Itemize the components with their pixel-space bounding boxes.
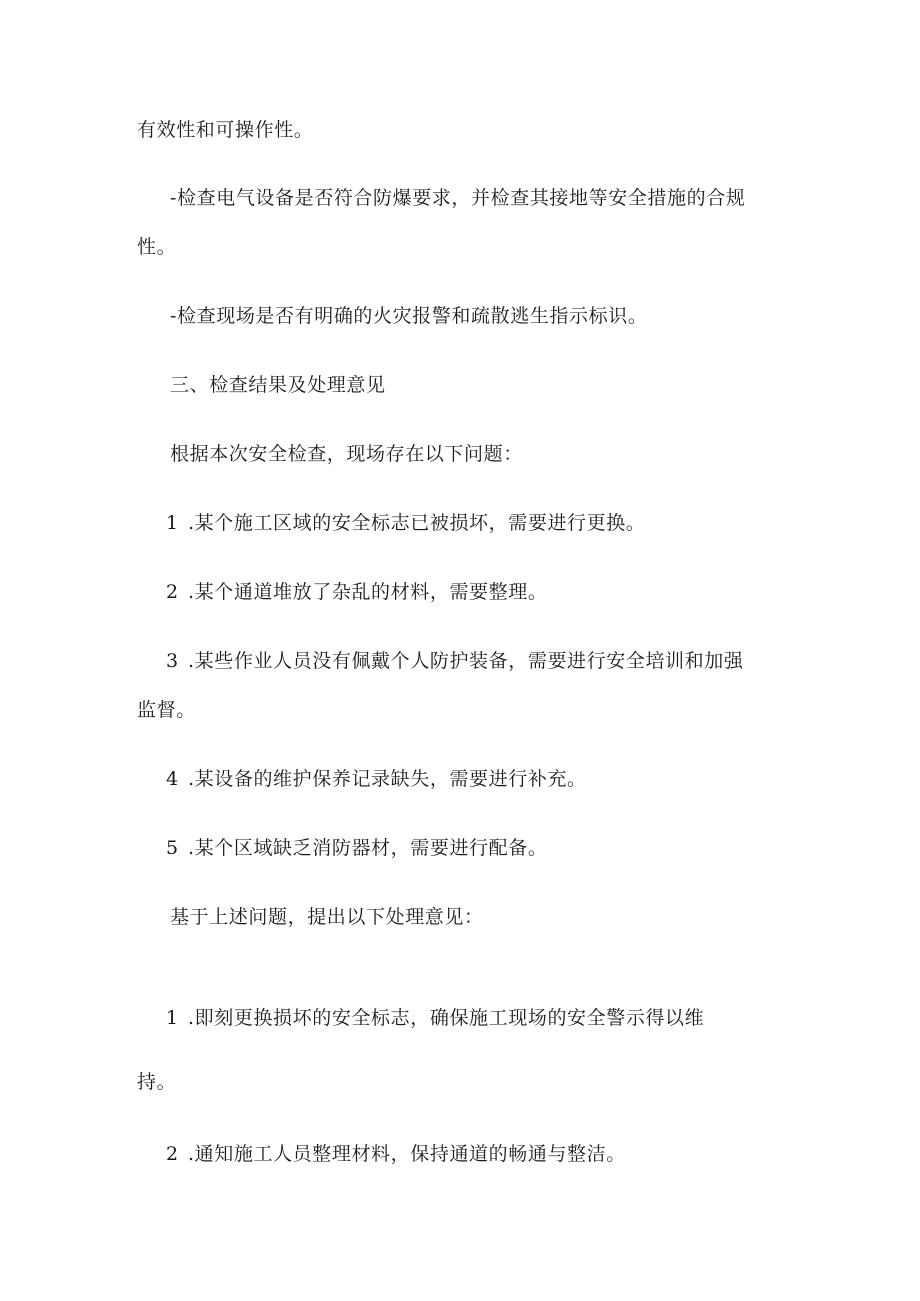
item-text: .某些作业人员没有佩戴个人防护装备，需要进行安全培训和加强: [188, 650, 744, 672]
check-item-electrical-cont: 性。: [137, 236, 177, 258]
item-text: .某设备的维护保养记录缺失，需要进行补充。: [188, 768, 587, 790]
item-text: .某个通道堆放了杂乱的材料，需要整理。: [188, 581, 548, 603]
problem-item-3: [166, 649, 743, 673]
item-number: 5: [166, 837, 179, 859]
problem-item-2: [166, 580, 547, 604]
item-number: 1: [166, 512, 179, 534]
section-heading: 三、检查结果及处理意见: [170, 374, 386, 396]
problem-item-3-cont: 监督。: [137, 699, 196, 721]
check-item-electrical: -检查电气设备是否符合防爆要求，并检查其接地等安全措施的合规: [170, 187, 746, 209]
item-text: .某个施工区域的安全标志已被损坏，需要进行更换。: [188, 512, 646, 534]
item-number: 4: [166, 768, 179, 790]
problem-item-4: [166, 767, 587, 791]
opinion-item-1-cont: 持。: [137, 1071, 177, 1093]
item-number: 1: [166, 1007, 179, 1029]
item-number: 2: [166, 1143, 179, 1165]
opinion-item-2: [166, 1142, 626, 1166]
problem-item-1: [166, 511, 645, 535]
problems-intro: 根据本次安全检查，现场存在以下问题：: [170, 443, 523, 465]
problem-item-5: [166, 836, 547, 860]
paragraph-continuation: 有效性和可操作性。: [137, 119, 314, 141]
opinions-intro: 基于上述问题，提出以下处理意见：: [170, 906, 484, 928]
item-number: 3: [166, 650, 179, 672]
opinion-item-1: [166, 1006, 704, 1030]
check-item-fire-signs: -检查现场是否有明确的火灾报警和疏散逃生指示标识。: [170, 305, 648, 327]
item-text: .某个区域缺乏消防器材，需要进行配备。: [188, 837, 548, 859]
item-text: .通知施工人员整理材料，保持通道的畅通与整洁。: [188, 1143, 626, 1165]
item-number: 2: [166, 581, 179, 603]
item-text: .即刻更换损坏的安全标志，确保施工现场的安全警示得以维: [188, 1007, 705, 1029]
